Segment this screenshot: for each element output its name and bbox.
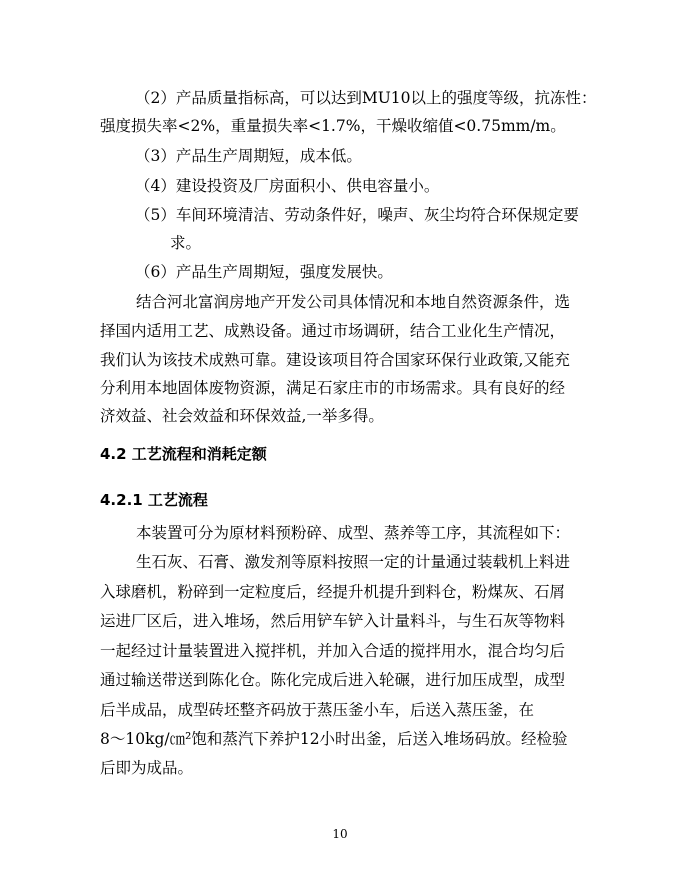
section-heading: 4.2 工艺流程和消耗定额 [100, 445, 267, 463]
conclusion-line-1: 结合河北富润房地产开发公司具体情况和本地自然资源条件，选 [136, 293, 571, 311]
page-number: 10 [332, 827, 348, 841]
list-item-5-line-1: （5）车间环境清洁、劳动条件好，噪声、灰尘均符合环保规定要 [135, 206, 579, 224]
process-line-8: 后即为成品。 [100, 759, 194, 777]
list-item-2-line-2: 强度损失率<2%，重量损失率<1.7%，干燥收缩值<0.75mm/m。 [100, 117, 566, 135]
process-line-5: 通过输送带送到陈化仓。陈化完成后进入轮碾，进行加压成型，成型 [100, 671, 566, 689]
list-item-2-line-1: （2）产品质量指标高，可以达到MU10以上的强度等级，抗冻性： [135, 89, 597, 107]
process-line-2: 入球磨机，粉碎到一定粒度后，经提升机提升到料仓，粉煤灰、石屑 [100, 583, 566, 601]
conclusion-line-2: 择国内适用工艺、成熟设备。通过市场调研，结合工业化生产情况， [100, 322, 566, 340]
list-item-5-line-2: 求。 [170, 234, 202, 252]
process-line-1: 生石灰、石膏、激发剂等原料按照一定的计量通过装载机上料进 [136, 553, 571, 571]
intro-paragraph: 本装置可分为原材料预粉碎、成型、蒸养等工序，其流程如下： [136, 524, 571, 542]
process-line-6: 后半成品，成型砖坯整齐码放于蒸压釜小车，后送入蒸压釜，在 [100, 701, 535, 719]
conclusion-line-3: 我们认为该技术成熟可靠。建设该项目符合国家环保行业政策,又能充 [100, 351, 570, 369]
process-line-3: 运进厂区后，进入堆场，然后用铲车铲入计量料斗，与生石灰等物料 [100, 612, 566, 630]
list-item-6: （6）产品生产周期短，强度发展快。 [135, 263, 393, 281]
list-item-3: （3）产品生产周期短，成本低。 [135, 147, 362, 165]
conclusion-line-4: 分利用本地固体废物资源，满足石家庄市的市场需求。具有良好的经 [100, 379, 566, 397]
process-line-7: 8～10kg/㎝²饱和蒸汽下养护12小时出釜，后送入堆场码放。经检验 [100, 730, 568, 748]
subsection-heading: 4.2.1 工艺流程 [100, 491, 208, 509]
conclusion-line-5: 济效益、社会效益和环保效益,一举多得。 [100, 407, 384, 425]
list-item-4: （4）建设投资及厂房面积小、供电容量小。 [135, 177, 440, 195]
process-line-4: 一起经过计量装置进入搅拌机，并加入合适的搅拌用水，混合均匀后 [100, 642, 566, 660]
